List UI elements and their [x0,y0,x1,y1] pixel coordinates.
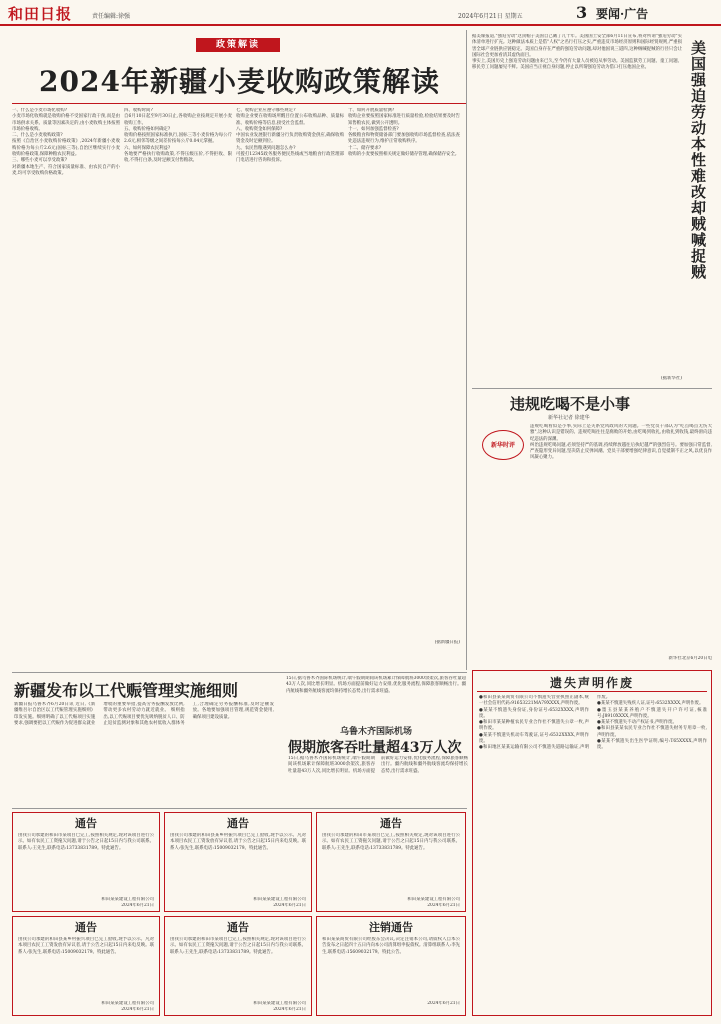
column-piece-byline: 新华社记者 徐建华 [548,415,590,421]
notice-box-5 [164,916,312,1016]
column-piece-source: 新华社北京6月20日电 [668,656,712,661]
feature-column-1: 一、什么是小麦市场化收购? 小麦市场化收购就是收购价格不受国家行政干预,而是由市场供求关系、质量等因素决定的,由小麦收购主体按照市场价格收购。 二、什么是小麦收购政策? 按照《自治区小麦收购价格政策》,2024年新疆小麦收购价格为每公斤2.6元(国标三等),自治区继续实行小麦收购价格政策,保障种粮农民利益。 三、哪些小麦可以享受政策? 对新疆本地生产、符合国家质量标准、由农民自产的小麦,均可享受收购价格政策。 [12,108,120,176]
feature-banner: 政策解读 [196,38,280,52]
notice-rule [12,808,467,809]
notice-body: 由我公司承建的和田市某项目已完工,按照相关规定,现对该项目进行公示。如有农民工工资拖欠问题,请于公告之日起15日内与我公司联系。联系人:王先生,联系电话:13733831789。特此通告。 [170,937,306,955]
lost-notice-body: ●和田县某某商贸有限公司不慎遗失营业执照正副本,统一社会信用代码:91653221MA79XXXX,声明作废。 ●某某不慎遗失身份证,身份证号:6532XXXX,声明作废。 ●和田市某某种植农民专业合作社不慎遗失公章一枚,声明作废。 ●某某不慎遗失机动车驾驶证,证号:6532XXXX,声明作废。 ●和田地区某某运输有限公司不慎遗失道路运输证,声明作废。 ●某某不慎遗失残疾人证,证号:6532XXXX,声明作废。 ●墨玉县某某养殖户不慎遗失开户许可证,核准号:J8910XXXX,声明作废。 ●某某不慎遗失不动产权证书,声明作废。 ●和田县某某农民专业合作社不慎遗失财务专用章一枚,声明作废。 ●某某不慎遗失出生医学证明,编号:T65XXXX,声明作废。 [479,695,707,751]
notice-company: 和田某某建设工程有限公司 [253,1001,306,1006]
notice-box-4 [12,916,160,1016]
feature-column-4: 十、如何开展质量检测? 收购企业要按照国家标准进行质量检验,检验结果要及时告知售粮农民,做到公开透明。 十一、如何加强监督检查? 各级粮食和物资储备部门要加强收购市场监督检查,依法查处违法违规行为,维护正常收购秩序。 十二、储存要求? 收购的小麦要按照相关规定做好储存管理,确保储存安全。 [348,108,460,158]
page-number: 3 [576,3,588,22]
lost-notice-panel [472,670,712,1016]
commentary-title: 美国强迫劳动本性难改却贼喊捉贼 [689,40,707,280]
notice-company: 和田某某建设工程有限公司 [101,1001,154,1006]
section-name: 要闻·广告 [596,7,649,21]
column-divider [466,30,467,670]
notice-title: 通告 [227,921,249,934]
page-header [0,0,721,26]
column-piece-title: 违规吃喝不是小事 [510,395,631,413]
notice-title: 通告 [227,817,249,830]
feature-rule [12,103,467,104]
news2-title: 假期旅客吞吐量超43万人次 [288,740,462,756]
editor-credit: 责任编辑:徐强 [92,13,131,20]
feature-column-2: 四、收购时间? 自6月10日起至9月30日止,各收购企业按规定开展小麦收购工作。 五、收购价格如何确定? 收购价格按照国家标准执行,国标三等小麦价格为每公斤2.6元,相邻等级之间差价按每公斤0.04元掌握。 六、如何保障农民利益? 各地要严格执行收购政策,不得压级压价,不得拒收、限收,不得打白条,及时足额支付售粮款。 [124,108,232,164]
notice-box-2 [164,812,312,912]
feature-title: 2024年新疆小麦收购政策解读 [39,65,440,98]
news1-title: 新疆发布以工代赈管理实施细则 [14,681,239,700]
notice-box-6 [316,916,466,1016]
notice-body: 由我公司承建的和田县某乡村振兴项目已完工验收,现予以公示。凡对本项目农民工工资发放有异议者,请于公告之日起15日内来电反映。联系人:张先生,联系电话:15009032179。特此通告。 [18,937,154,955]
commentary-source: (据新华社) [661,376,682,381]
lost-notice-rule [477,691,707,692]
section-rule [472,388,712,389]
notice-title: 通告 [380,817,402,830]
notice-title: 通告 [75,921,97,934]
notice-date: 2024年6月21日 [121,1007,154,1013]
news1-body: 新疆日报乌鲁木齐6月20日讯 近日,《新疆维吾尔自治区以工代赈管理实施细则》印发实施。细则明确了以工代赈项目实施要求,强调要把以工代赈作为促进群众就业增收的重要举措,提高劳务报酬发放比例,带动更多农村劳动力就近就业。 细则指出,以工代赈项目要优先吸纳脱贫人口、防止返贫监测对象和其他农村低收入群体务工,合理确定劳务报酬标准,及时足额发放。各地要加强项目管理,规范资金使用,确保项目建设质量。 [14,702,274,726]
deregistration-notice-title: 注销通告 [369,921,413,934]
column-piece-body: 违规吃喝看似是小事,实际上是关系党风政风的大问题。一些党员干部认为"吃点喝点无伤大雅",这种认识是错误的。违规吃喝往往是腐败的开始,由吃喝到收礼,由收礼到收钱,最终滑向违纪违法的深渊。 纠治违规吃喝问题,必须坚持严的基调,持续释放越往后执纪越严的强烈信号。要加强日常监督,严查隐形变异问题,坚决防止反弹回潮。党员干部要增强纪律意识,自觉抵制不正之风,以优良作风凝心聚力。 [530,424,712,461]
feature-source: (据新疆日报) [434,640,460,645]
notice-body: 和田某某商贸有限公司经股东会决议,决定注销本公司,请债权人自本公告发布之日起四十五日内向本公司清算组申报债权。清算组联系人:李先生,联系电话:15609032179。特此公告。 [322,937,460,955]
lost-notice-title: 遗失声明作废 [549,676,634,690]
notice-body: 由我公司承建的和田县某乡村振兴项目已完工验收,现予以公示。凡对本项目农民工工资发放有异议者,请于公告之日起15日内来电反映。联系人:张先生,联系电话:15009032179。特此通告。 [170,833,306,851]
notice-company: 和田某某建设工程有限公司 [101,897,154,902]
news2-lead: 15日,据乌鲁木齐国际机场统计,端午假期期间该机场累计保障航班3000余架次,旅客吞吐量超43万人次,同比增长明显。机场方面提前做好运力安排,优化服务流程,保障旅客顺畅出行。疆内航线和疆外航线客流均保持增长态势,出行需求旺盛。 [286,676,466,694]
news-rule [12,672,467,673]
notice-date: 2024年6月21日 [273,903,306,909]
notice-company: 和田某某建设工程有限公司 [407,897,460,902]
notice-body: 由我公司承建的和田市某项目已完工,按照相关规定,现对该项目进行公示。如有农民工工资拖欠问题,请于公告之日起15日内与我公司联系。联系人:王先生,联系电话:13733831789。特此通告。 [18,833,154,851]
notice-date: 2024年6月21日 [427,903,460,909]
notice-title: 通告 [75,817,97,830]
feature-column-3: 七、收购企业应遵守哪些规定? 收购企业要在收购场所醒目位置公布收购品种、质量标准、收购价格等信息,接受社会监督。 八、收购资金如何保障? 中国农业发展银行新疆分行负责收购资金供应,确保收购资金及时足额到位。 九、农民售粮遇到问题怎么办? 可拨打12345政务服务便民热线或当地粮食行政管理部门电话进行咨询和投诉。 [236,108,344,164]
news2-body: 15日,据乌鲁木齐国际机场统计,端午假期期间该机场累计保障航班3000余架次,旅客吞吐量超43万人次,同比增长明显。机场方面提前做好运力安排,优化服务流程,保障旅客顺畅出行。疆内航线和疆外航线客流均保持增长态势,出行需求旺盛。 [288,756,468,774]
commentary-body: 据美媒报道,"强迫劳动"这顶帽子美国自己戴了几十年。美国国土安全部6月11日宣布,将对所谓"强迫劳动"实体清单进行扩充。这种做法本质上是借"人权"之名行打压之实,严重违反市场经济原则和国际经贸规则,严重损害全球产业链供应链稳定。美国自身存在严重的强迫劳动问题,却对他国说三道四,这种贼喊捉贼的行径只会让国际社会更加看清其虚伪面目。 事实上,美国历史上强迫劳动问题由来已久,至今仍有大量人员被迫从事劳动。美国监狱劳工问题、童工问题、移民劳工问题屡见不鲜。美国应当正视自身问题,停止以所谓强迫劳动为借口打压他国企业。 [472,34,682,71]
notice-date: 2024年6月21日 [273,1007,306,1013]
notice-box-3 [316,812,466,912]
notice-date: 2024年6月21日 [427,1001,460,1006]
newspaper-logo: 和田日报 [8,5,73,23]
news2-kicker: 乌鲁木齐国际机场 [340,727,413,737]
notice-body: 由我公司承建的和田市某项目已完工,按照相关规定,现对该项目进行公示。如有农民工工资拖欠问题,请于公告之日起15日内与我公司联系。联系人:王先生,联系电话:13733831789。特此通告。 [322,833,460,851]
notice-company: 和田某某建设工程有限公司 [253,897,306,902]
notice-date: 2024年6月21日 [121,903,154,909]
issue-date: 2024年6月21日 星期五 [458,13,523,20]
notice-box-1 [12,812,160,912]
commentary-tag-badge: 新华时评 [482,430,524,460]
